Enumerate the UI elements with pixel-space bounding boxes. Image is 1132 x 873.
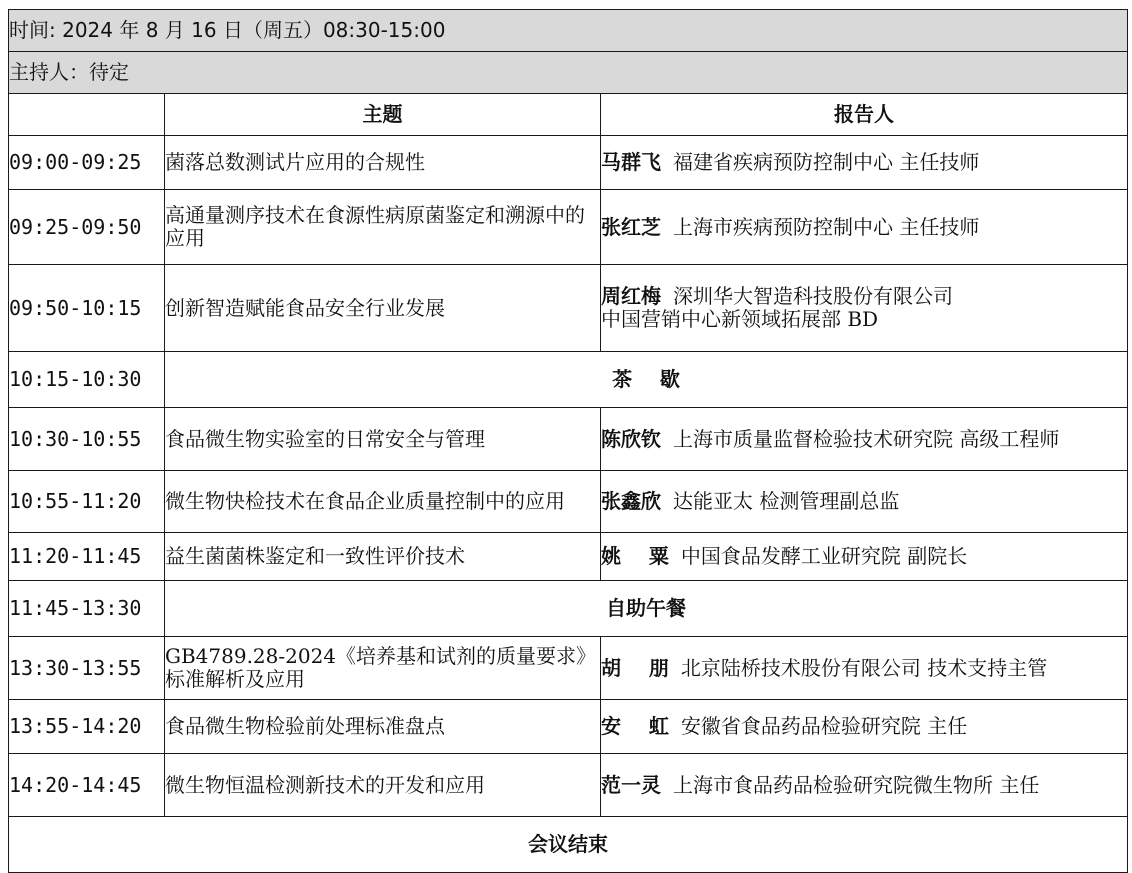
session-time: 09:25-09:50 xyxy=(9,190,165,265)
speaker-affiliation: 福建省疾病预防控制中心 主任技师 xyxy=(673,150,980,174)
speaker-name: 周红梅 xyxy=(601,284,661,308)
table-row xyxy=(9,637,1128,700)
session-time: 09:00-09:25 xyxy=(9,136,165,190)
end-row xyxy=(9,817,1128,873)
speaker-name: 张鑫欣 xyxy=(601,489,661,513)
speaker-name: 安 虹 xyxy=(601,714,669,738)
meeting-end: 会议结束 xyxy=(9,817,1128,873)
session-speaker xyxy=(601,637,1128,700)
session-topic: 食品微生物检验前处理标准盘点 xyxy=(165,700,601,754)
tea-break: 茶 歇 xyxy=(165,352,1128,408)
session-speaker xyxy=(601,533,1128,581)
speaker-affiliation: 达能亚太 检测管理副总监 xyxy=(673,489,900,513)
session-topic: 益生菌菌株鉴定和一致性评价技术 xyxy=(165,533,601,581)
session-time: 11:20-11:45 xyxy=(9,533,165,581)
table-row xyxy=(9,581,1128,637)
lunch-break: 自助午餐 xyxy=(165,581,1128,637)
speaker-affiliation: 中国食品发酵工业研究院 副院长 xyxy=(680,544,968,568)
table-row xyxy=(9,754,1128,817)
speaker-name: 范一灵 xyxy=(601,772,661,797)
speaker-name: 马群飞 xyxy=(601,150,661,174)
session-speaker xyxy=(601,190,1128,265)
speaker-affiliation: 上海市疾病预防控制中心 主任技师 xyxy=(673,214,980,239)
session-topic: 微生物快检技术在食品企业质量控制中的应用 xyxy=(165,471,601,533)
column-header-row xyxy=(9,94,1128,136)
session-speaker xyxy=(601,700,1128,754)
session-speaker xyxy=(601,136,1128,190)
session-topic: 菌落总数测试片应用的合规性 xyxy=(165,136,601,190)
speaker-affiliation: 上海市质量监督检验技术研究院 高级工程师 xyxy=(673,426,1060,451)
time-column-header xyxy=(9,94,165,136)
host-header-row xyxy=(9,52,1128,94)
topic-column-header: 主题 xyxy=(165,94,601,136)
session-topic: 食品微生物实验室的日常安全与管理 xyxy=(165,408,601,471)
speaker-affiliation: 安徽省食品药品检验研究院 主任 xyxy=(680,714,968,738)
session-time: 14:20-14:45 xyxy=(9,754,165,817)
meeting-time: 时间: 2024 年 8 月 16 日（周五）08:30-15:00 xyxy=(9,10,1128,52)
speaker-name: 张红芝 xyxy=(601,214,661,239)
speaker-name: 陈欣钦 xyxy=(601,426,661,451)
speaker-column-header: 报告人 xyxy=(601,94,1128,136)
agenda-table xyxy=(8,9,1128,873)
speaker-name: 姚 粟 xyxy=(601,544,669,568)
session-topic: GB4789.28-2024《培养基和试剂的质量要求》标准解析及应用 xyxy=(165,637,601,700)
session-time: 09:50-10:15 xyxy=(9,265,165,352)
table-row xyxy=(9,471,1128,533)
session-time: 13:55-14:20 xyxy=(9,700,165,754)
session-speaker xyxy=(601,408,1128,471)
session-time: 11:45-13:30 xyxy=(9,581,165,637)
table-row xyxy=(9,408,1128,471)
speaker-affiliation-line2: 中国营销中心新领域拓展部 BD xyxy=(601,307,879,331)
session-topic: 创新智造赋能食品安全行业发展 xyxy=(165,265,601,352)
session-topic: 高通量测序技术在食源性病原菌鉴定和溯源中的应用 xyxy=(165,190,601,265)
table-row xyxy=(9,700,1128,754)
session-speaker xyxy=(601,265,1128,352)
table-row xyxy=(9,136,1128,190)
session-speaker xyxy=(601,471,1128,533)
session-time: 10:30-10:55 xyxy=(9,408,165,471)
table-row xyxy=(9,352,1128,408)
speaker-affiliation: 北京陆桥技术股份有限公司 技术支持主管 xyxy=(680,655,1048,680)
speaker-affiliation: 上海市食品药品检验研究院微生物所 主任 xyxy=(673,772,1040,797)
time-header-row xyxy=(9,10,1128,52)
session-speaker xyxy=(601,754,1128,817)
session-time: 13:30-13:55 xyxy=(9,637,165,700)
session-time: 10:15-10:30 xyxy=(9,352,165,408)
speaker-affiliation: 深圳华大智造科技股份有限公司 xyxy=(673,284,953,308)
table-row xyxy=(9,533,1128,581)
table-row xyxy=(9,265,1128,352)
meeting-host: 主持人：待定 xyxy=(9,52,1128,94)
session-time: 10:55-11:20 xyxy=(9,471,165,533)
session-topic: 微生物恒温检测新技术的开发和应用 xyxy=(165,754,601,817)
speaker-name: 胡 朋 xyxy=(601,655,669,680)
table-row xyxy=(9,190,1128,265)
